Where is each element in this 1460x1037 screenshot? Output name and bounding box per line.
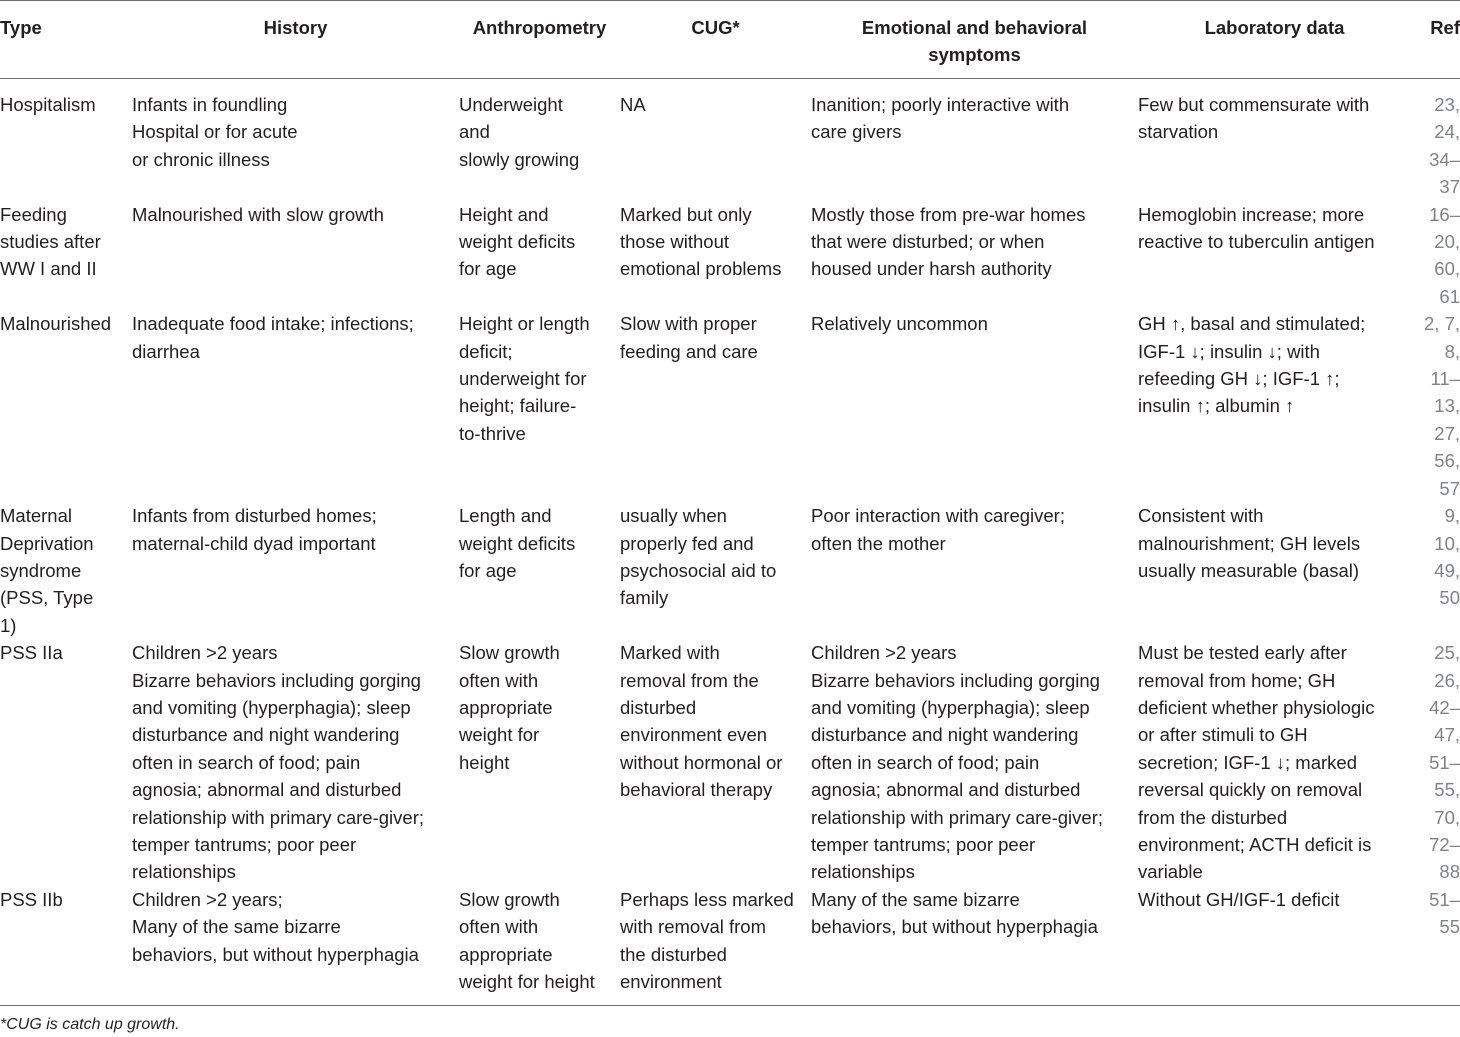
cell-line: relationships <box>132 861 236 883</box>
cell-cug <box>620 79 811 201</box>
cell-line: weight for height <box>459 971 595 992</box>
cell-line: Marked but only <box>620 203 752 225</box>
cell-line: 55 <box>1439 916 1460 938</box>
cell-line: NA <box>620 94 646 115</box>
cell-ref <box>1411 79 1460 201</box>
cell-line: weight deficits <box>459 231 576 253</box>
cell-type <box>0 310 132 502</box>
cell-history <box>132 502 459 639</box>
cell-emotional <box>811 310 1138 502</box>
cell-lab <box>1138 502 1411 639</box>
cell-line: 2, 7, <box>1424 313 1460 335</box>
cell-line: Inanition; poorly interactive with <box>811 94 1070 115</box>
cell-line: often in search of food; pain <box>811 751 1040 773</box>
cell-line: 26, <box>1434 669 1460 691</box>
cell-line: IGF-1 ↓; insulin ↓; with <box>1138 340 1320 362</box>
cell-emotional <box>811 886 1138 1006</box>
cell-line: environment even <box>620 724 768 746</box>
cell-line: Inadequate food intake; infections; <box>132 313 414 335</box>
cell-line: 1) <box>0 614 17 636</box>
cell-line: removal from home; GH <box>1138 669 1336 691</box>
cell-line: often the mother <box>811 532 946 554</box>
cell-line: malnourishment; GH levels <box>1138 532 1361 554</box>
cell-line: appropriate <box>459 696 553 718</box>
cell-line: and vomiting (hyperphagia); sleep <box>132 696 411 718</box>
cell-line: Children >2 years; <box>132 888 283 910</box>
cell-line: appropriate <box>459 943 553 965</box>
cell-line: 61 <box>1439 285 1460 307</box>
cell-line: Consistent with <box>1138 505 1264 527</box>
table-row <box>0 201 1460 311</box>
cell-line: insulin ↑; albumin ↑ <box>1138 395 1295 417</box>
cell-anthropometry <box>459 502 620 639</box>
cell-line: Slow growth <box>459 642 560 664</box>
cell-line: 20, <box>1434 231 1460 253</box>
cell-line: environment <box>620 971 722 992</box>
cell-line: emotional problems <box>620 258 782 280</box>
cell-line: Hospital or for acute <box>132 121 298 143</box>
cell-line: with removal from <box>620 916 766 938</box>
cell-line: 16– <box>1429 203 1460 225</box>
cell-line: usually when <box>620 505 727 527</box>
cell-ref <box>1411 201 1460 311</box>
cell-line: often with <box>459 916 539 938</box>
cell-line: Malnourished with slow growth <box>132 203 384 225</box>
cell-line: Bizarre behaviors including gorging <box>811 669 1100 691</box>
cell-line: Maternal <box>0 505 72 527</box>
cell-ref <box>1411 886 1460 1006</box>
header-history: History <box>263 17 328 38</box>
header-cug: CUG* <box>691 17 740 38</box>
cell-emotional <box>811 639 1138 886</box>
cell-line: properly fed and <box>620 532 754 554</box>
cell-line: 10, <box>1434 532 1460 554</box>
cell-line: or after stimuli to GH <box>1138 724 1308 746</box>
cell-ref <box>1411 502 1460 639</box>
cell-cug <box>620 886 811 1006</box>
cell-line: relationships <box>811 861 915 883</box>
cell-line: 11– <box>1430 368 1460 390</box>
table-row <box>0 79 1460 201</box>
cell-line: 49, <box>1434 559 1460 581</box>
cell-line: without hormonal or <box>620 751 783 773</box>
cell-line: 27, <box>1434 422 1460 444</box>
cell-line: slowly growing <box>459 148 580 170</box>
cell-line: 9, <box>1444 505 1460 527</box>
cell-line: studies after <box>0 231 101 253</box>
cell-line: WW I and II <box>0 258 97 280</box>
cell-line: agnosia; abnormal and disturbed <box>811 779 1081 801</box>
cell-line: Marked with <box>620 642 720 664</box>
cell-line: 34– <box>1429 148 1460 170</box>
cell-line: 70, <box>1434 806 1460 828</box>
cell-line: Height or length <box>459 313 590 335</box>
cell-line: that were disturbed; or when <box>811 231 1045 253</box>
cell-anthropometry <box>459 639 620 886</box>
cell-line: PSS IIa <box>0 642 63 664</box>
cell-line: height <box>459 751 510 773</box>
cell-line: height; failure- <box>459 395 577 417</box>
cell-anthropometry <box>459 201 620 311</box>
cell-cug <box>620 639 811 886</box>
cell-ref <box>1411 310 1460 502</box>
cell-cug <box>620 310 811 502</box>
cell-line: 50 <box>1439 587 1460 609</box>
cell-line: Hospitalism <box>0 94 96 115</box>
cell-anthropometry <box>459 79 620 201</box>
cell-line: Infants in foundling <box>132 94 288 115</box>
cell-type <box>0 201 132 311</box>
cell-line: and <box>459 121 490 143</box>
cell-line: Malnourished <box>0 313 112 335</box>
cell-line: maternal-child dyad important <box>132 532 376 554</box>
cell-line: usually measurable (basal) <box>1138 559 1360 581</box>
cell-line: 72– <box>1429 833 1460 855</box>
cell-line: 24, <box>1434 121 1460 143</box>
cell-line: 25, <box>1434 642 1460 664</box>
cell-line: Bizarre behaviors including gorging <box>132 669 421 691</box>
cell-line: care givers <box>811 121 902 143</box>
cell-history <box>132 201 459 311</box>
header-emotional-line: Emotional and behavioral <box>861 17 1088 38</box>
cell-line: Children >2 years <box>811 642 957 664</box>
cell-line: disturbed <box>620 696 697 718</box>
table-row <box>0 639 1460 886</box>
cell-line: underweight for <box>459 368 587 390</box>
table-body <box>0 79 1460 1006</box>
cell-line: Without GH/IGF-1 deficit <box>1138 888 1340 910</box>
cell-line: 55, <box>1434 779 1460 801</box>
cell-line: (PSS, Type <box>0 587 94 609</box>
cell-line: those without <box>620 231 730 253</box>
cell-line: 88 <box>1439 861 1460 883</box>
cell-line: 56, <box>1434 450 1460 472</box>
cell-line: to-thrive <box>459 422 526 444</box>
cell-line: Poor interaction with caregiver; <box>811 505 1065 527</box>
cell-ref <box>1411 639 1460 886</box>
cell-line: Many of the same bizarre <box>811 888 1020 910</box>
header-emotional-line: symptoms <box>928 44 1021 65</box>
cell-line: disturbance and night wandering <box>811 724 1079 746</box>
cell-type <box>0 502 132 639</box>
cell-emotional <box>811 502 1138 639</box>
cell-line: Relatively uncommon <box>811 313 988 335</box>
cell-line: variable <box>1138 861 1203 883</box>
cell-anthropometry <box>459 886 620 1006</box>
cell-line: syndrome <box>0 559 82 581</box>
header-emotional <box>811 1 1138 79</box>
cell-line: temper tantrums; poor peer <box>811 833 1036 855</box>
cell-anthropometry <box>459 310 620 502</box>
cell-line: 47, <box>1434 724 1460 746</box>
header-lab: Laboratory data <box>1204 17 1345 38</box>
cell-line: Feeding <box>0 203 67 225</box>
cell-type <box>0 79 132 201</box>
cell-line: deficit; <box>459 340 513 362</box>
cell-type <box>0 639 132 886</box>
cell-line: for age <box>459 559 517 581</box>
cell-lab <box>1138 201 1411 311</box>
table-row <box>0 310 1460 502</box>
cell-line: the disturbed <box>620 943 727 965</box>
cell-line: 37 <box>1439 176 1460 198</box>
cell-line: agnosia; abnormal and disturbed <box>132 779 402 801</box>
cell-line: and vomiting (hyperphagia); sleep <box>811 696 1090 718</box>
cell-line: Slow growth <box>459 888 560 910</box>
cell-line: GH ↑, basal and stimulated; <box>1138 313 1366 335</box>
cell-line: Few but commensurate with <box>1138 94 1370 115</box>
cell-line: 60, <box>1434 258 1460 280</box>
cell-lab <box>1138 886 1411 1006</box>
cell-line: secretion; IGF-1 ↓; marked <box>1138 751 1357 773</box>
cell-type <box>0 886 132 1006</box>
cell-line: Deprivation <box>0 532 94 554</box>
cell-line: deficient whether physiologic <box>1138 696 1375 718</box>
cell-line: relationship with primary care-giver; <box>132 806 424 828</box>
cell-line: 8, <box>1444 340 1460 362</box>
cell-line: Children >2 years <box>132 642 278 664</box>
cell-line: Must be tested early after <box>1138 642 1347 664</box>
cell-line: often in search of food; pain <box>132 751 361 773</box>
cell-emotional <box>811 201 1138 311</box>
cell-line: Height and <box>459 203 549 225</box>
cell-cug <box>620 201 811 311</box>
cell-line: weight deficits <box>459 532 576 554</box>
cell-line: Length and <box>459 505 552 527</box>
cell-line: diarrhea <box>132 340 200 362</box>
cell-line: weight for <box>459 724 540 746</box>
cell-lab <box>1138 79 1411 201</box>
cell-line: feeding and care <box>620 340 758 362</box>
cell-line: for age <box>459 258 517 280</box>
cell-line: refeeding GH ↓; IGF-1 ↑; <box>1138 368 1340 390</box>
header-type: Type <box>0 17 42 38</box>
table-row <box>0 886 1460 1006</box>
cell-line: relationship with primary care-giver; <box>811 806 1103 828</box>
cell-line: Hemoglobin increase; more <box>1138 203 1365 225</box>
cell-line: from the disturbed <box>1138 806 1288 828</box>
cell-line: psychosocial aid to <box>620 559 777 581</box>
header-row <box>0 1 1460 79</box>
cell-cug <box>620 502 811 639</box>
cell-line: environment; ACTH deficit is <box>1138 833 1372 855</box>
cell-line: 51– <box>1429 751 1460 773</box>
cell-line: family <box>620 587 669 609</box>
cell-line: Mostly those from pre-war homes <box>811 203 1086 225</box>
cell-line: Slow with proper <box>620 313 757 335</box>
cell-line: Underweight <box>459 94 563 115</box>
cell-line: behavioral therapy <box>620 779 773 801</box>
cell-line: 23, <box>1434 94 1460 115</box>
header-ref: Ref <box>1430 17 1460 38</box>
cell-line: 51– <box>1429 888 1460 910</box>
header-anthropometry: Anthropometry <box>472 17 607 38</box>
cell-line: often with <box>459 669 539 691</box>
cell-line: 13, <box>1434 395 1460 417</box>
cell-line: removal from the <box>620 669 759 691</box>
cell-lab <box>1138 639 1411 886</box>
cell-history <box>132 886 459 1006</box>
cell-line: 57 <box>1439 477 1460 499</box>
cell-line: reversal quickly on removal <box>1138 779 1363 801</box>
cell-line: behaviors, but without hyperphagia <box>132 943 419 965</box>
cell-history <box>132 639 459 886</box>
cell-line: behaviors, but without hyperphagia <box>811 916 1098 938</box>
cell-line: starvation <box>1138 121 1219 143</box>
cell-lab <box>1138 310 1411 502</box>
cell-line: temper tantrums; poor peer <box>132 833 357 855</box>
cell-line: 42– <box>1429 696 1460 718</box>
cell-history <box>132 310 459 502</box>
cell-line: Many of the same bizarre <box>132 916 341 938</box>
cell-line: reactive to tuberculin antigen <box>1138 231 1375 253</box>
cell-emotional <box>811 79 1138 201</box>
cell-line: PSS IIb <box>0 888 63 910</box>
cell-line: Infants from disturbed homes; <box>132 505 377 527</box>
table-row <box>0 502 1460 639</box>
cell-line: Perhaps less marked <box>620 888 794 910</box>
cell-history <box>132 79 459 201</box>
cell-line: housed under harsh authority <box>811 258 1052 280</box>
cell-line: or chronic illness <box>132 148 270 170</box>
footnote: *CUG is catch up growth. <box>0 1016 180 1033</box>
cell-line: disturbance and night wandering <box>132 724 400 746</box>
